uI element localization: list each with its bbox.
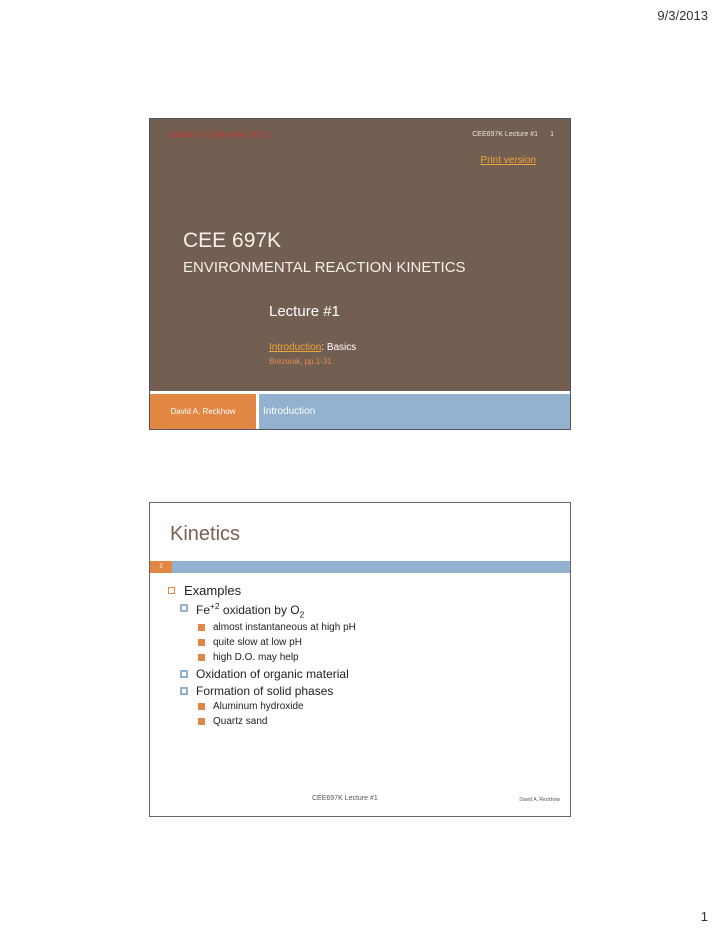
list-item <box>198 716 356 727</box>
list-item <box>180 601 356 619</box>
list-item-text: Examples <box>184 583 242 598</box>
slide-number: 2 <box>150 561 172 573</box>
author-box: David A. Reckhow <box>150 394 256 429</box>
square-bullet-icon <box>198 639 205 646</box>
list-item-text: high D.O. may help <box>213 652 299 664</box>
title-bar <box>150 561 570 573</box>
list-item-text: quite slow at low pH <box>213 637 302 649</box>
slide-footer <box>150 391 570 429</box>
square-bullet-icon <box>198 654 205 661</box>
intro-separator: : <box>321 342 327 353</box>
lecture-number: Lecture #1 <box>269 303 340 320</box>
square-bullet-icon <box>180 604 188 612</box>
course-title: CEE 697K <box>183 229 282 252</box>
square-bullet-icon <box>198 624 205 631</box>
reference: Brezonik, pp.1-31 <box>269 357 332 366</box>
square-bullet-icon <box>180 670 188 678</box>
list-item <box>198 622 356 633</box>
slide-1 <box>149 118 571 430</box>
square-bullet-icon <box>198 703 205 710</box>
page-date: 9/3/2013 <box>657 8 708 23</box>
list-item-text: Oxidation of organic material <box>196 667 349 682</box>
update-note: Updated: 3 September 2013 <box>167 130 268 139</box>
square-bullet-icon <box>180 687 188 695</box>
bullet-list <box>168 583 356 731</box>
slide-footer-author: David A. Reckhow <box>519 797 560 803</box>
topic-box: Introduction <box>259 394 570 429</box>
intro-line <box>269 342 356 353</box>
slide-title: Kinetics <box>170 523 241 545</box>
list-item <box>180 667 356 681</box>
slide-footer-course: CEE697K Lecture #1 <box>312 795 378 802</box>
slide-2 <box>149 502 571 817</box>
slide-header: CEE697K Lecture #1 <box>472 131 538 138</box>
list-item <box>198 637 356 648</box>
list-item <box>198 652 356 663</box>
list-item <box>198 701 356 712</box>
list-item-text: Quartz sand <box>213 716 268 728</box>
print-version-link[interactable]: Print version <box>480 155 536 166</box>
intro-topic: Basics <box>326 342 357 353</box>
list-item <box>168 583 356 598</box>
page-number: 1 <box>700 909 708 924</box>
list-item-text: Formation of solid phases <box>196 684 334 699</box>
list-item-text: Aluminum hydroxide <box>213 701 304 713</box>
square-bullet-icon <box>198 718 205 725</box>
list-item-text: almost instantaneous at high pH <box>213 622 356 634</box>
fe-text: $Fe^{+2}$ oxidation by $O_2$ <box>196 601 305 620</box>
course-subtitle: ENVIRONMENTAL REACTION KINETICS <box>183 259 466 276</box>
square-bullet-icon <box>168 587 175 594</box>
slide-number: 1 <box>550 131 554 138</box>
introduction-link[interactable]: Introduction <box>269 342 322 353</box>
list-item <box>180 684 356 698</box>
